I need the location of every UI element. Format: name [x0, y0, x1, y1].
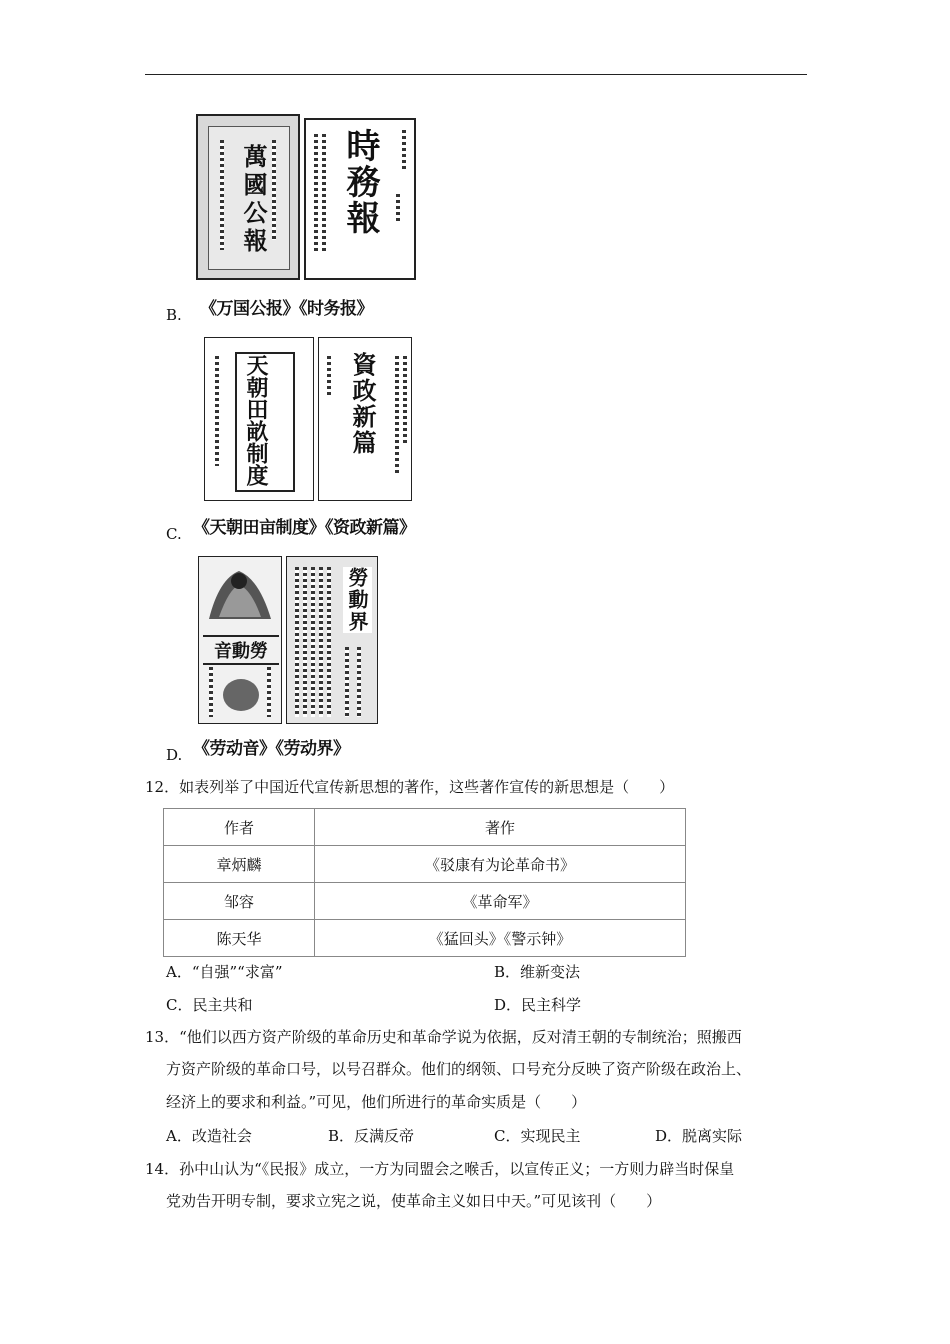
q13-choice-d[interactable]: D．脱离实际	[655, 1127, 743, 1145]
option-b-letter: B.	[166, 306, 182, 324]
q12-stem: 12．如表列举了中国近代宣传新思想的著作，这些著作宣传的新思想是（ ）	[145, 778, 675, 796]
table-cell: 陈天华	[164, 920, 315, 957]
table-cell: 《猛回头》《警示钟》	[315, 920, 686, 957]
table-row	[164, 846, 686, 883]
q13-stem-line-3: 经济上的要求和利益。”可见，他们所进行的革命实质是（ ）	[166, 1093, 587, 1111]
q14-stem-line-1: 14．孙中山认为“《民报》成立，一方为同盟会之喉舌，以宣传正义；一方则力辟当时保皇	[145, 1160, 735, 1178]
table-cell: 章炳麟	[164, 846, 315, 883]
q13-choice-c[interactable]: C．实现民主	[494, 1127, 581, 1145]
q13-stem-line-2: 方资产阶级的革命口号，以号召群众。他们的纲领、口号充分反映了资产阶级在政治上、	[166, 1060, 752, 1078]
laodongjie-title: 勞動界	[343, 567, 372, 633]
option-c-caption: 《天朝田亩制度》《资政新篇》	[193, 518, 416, 538]
q13-stem-line-1: 13．“他们以西方资产阶级的革命历史和革命学说为依据，反对清王朝的专制统治；照搬西	[145, 1028, 742, 1046]
zizheng-title: 資政新篇	[348, 352, 377, 456]
tianchao-title: 天朝田畝制度	[243, 354, 269, 486]
table-row	[164, 883, 686, 920]
table-cell: 邹容	[164, 883, 315, 920]
wanguo-gongbao-title: 萬國公報	[239, 144, 268, 256]
laodongyin-illustration	[199, 559, 281, 639]
table-row	[164, 920, 686, 957]
q12-table	[163, 808, 686, 957]
shiwubao-title: 時務報	[340, 128, 380, 236]
table-header-cell: 著作	[315, 809, 686, 846]
q12-choice-a[interactable]: A．“自强”“求富”	[166, 963, 283, 981]
header-rule	[145, 74, 807, 75]
laodongjie-cover	[286, 556, 378, 724]
laodongyin-title: 音動勞	[203, 635, 279, 665]
laodongyin-cover	[198, 556, 282, 724]
option-d-letter: D.	[166, 746, 183, 764]
option-c-image	[204, 337, 414, 503]
q14-stem-line-2: 党劝告开明专制，要求立宪之说，使革命主义如日中天。”可见该刊（ ）	[166, 1192, 662, 1210]
option-b-caption: 《万国公报》《时务报》	[200, 299, 373, 319]
option-b-image	[196, 114, 418, 284]
option-d-caption: 《劳动音》《劳动界》	[193, 739, 350, 759]
wanguo-gongbao-cover	[196, 114, 300, 280]
q12-choice-d[interactable]: D．民主科学	[494, 996, 582, 1014]
q12-choice-b[interactable]: B．维新变法	[494, 963, 581, 981]
q12-choice-c[interactable]: C．民主共和	[166, 996, 253, 1014]
table-cell: 《驳康有为论革命书》	[315, 846, 686, 883]
tianchao-cover	[204, 337, 314, 501]
shiwubao-cover	[304, 118, 416, 280]
q13-choice-b[interactable]: B．反满反帝	[328, 1127, 415, 1145]
table-header-cell: 作者	[164, 809, 315, 846]
zizheng-cover	[318, 337, 412, 501]
option-d-image	[198, 556, 380, 726]
table-cell: 《革命军》	[315, 883, 686, 920]
option-c-letter: C.	[166, 525, 182, 543]
q13-choice-a[interactable]: A．改造社会	[166, 1127, 252, 1145]
table-header-row	[164, 809, 686, 846]
